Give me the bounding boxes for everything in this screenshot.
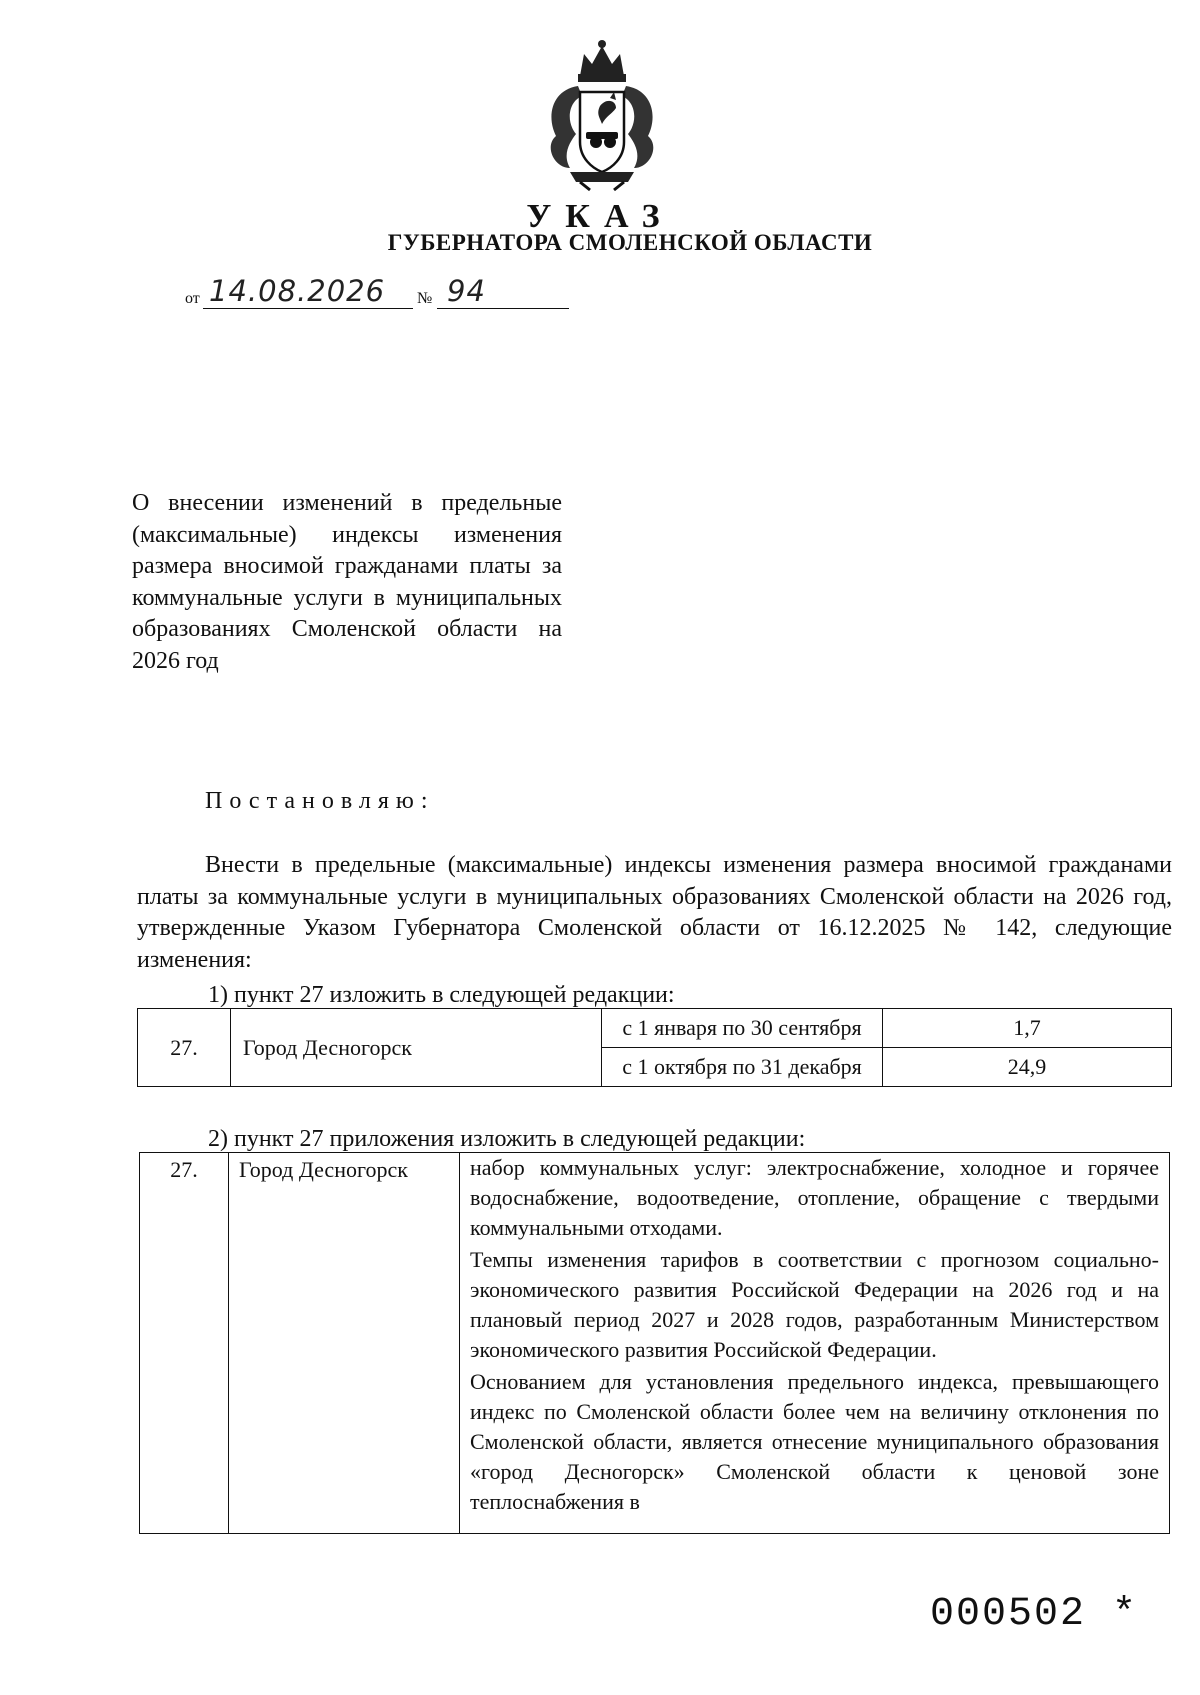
description-paragraph-3: Основанием для установления предельного индекса, превышающего индекс по Смоленской области более чем на величину отклонения по Смоленской области, является отнесение муниципального образования «город Десногорск» Смоленской области к ценовой зоне теплоснабжения в bbox=[470, 1369, 1159, 1514]
date-number-line bbox=[185, 274, 625, 318]
date-underline bbox=[203, 308, 413, 309]
number-prefix: № bbox=[417, 290, 433, 307]
item-number-cell: 27. bbox=[138, 1009, 231, 1087]
intro-paragraph: Внести в предельные (максимальные) индексы изменения размера вносимой гражданами платы за коммунальные услуги в муниципальных образованиях Смоленской области на 2026 год, утвержденные Указом Губернатора Смоленской области от 16.12.2025 № 142, следующие изменения: bbox=[137, 852, 1172, 973]
description-paragraph-2: Темпы изменения тарифов в соответствии с прогнозом социально-экономического развития Российской Федерации на 2026 год и на плановый период 2027 и 2028 годов, разработанным Министерством экономического развития Российской Федерации. bbox=[470, 1247, 1159, 1362]
item-1-heading: 1) пункт 27 изложить в следующей редакции: bbox=[208, 982, 675, 1008]
value-cell: 24,9 bbox=[883, 1048, 1172, 1087]
decree-subject: О внесении изменений в предельные (максимальные) индексы изменения размера вносимой гражданами платы за коммунальные услуги в муниципальных образованиях Смоленской области на 2026 год bbox=[132, 490, 562, 674]
table-row bbox=[138, 1009, 1172, 1048]
description-paragraph-1: набор коммунальных услуг: электроснабжение, холодное и горячее водоснабжение, водоотведение, отопление, обращение с твердыми коммунальными отходами. bbox=[470, 1155, 1159, 1240]
period-cell: с 1 октября по 31 декабря bbox=[602, 1048, 883, 1087]
table-row bbox=[140, 1153, 1170, 1534]
number-value: 94 bbox=[447, 274, 486, 308]
date-value: 14.08.2026 bbox=[209, 274, 386, 308]
period-cell: с 1 января по 30 сентября bbox=[602, 1009, 883, 1048]
date-prefix: от bbox=[185, 290, 200, 307]
document-title: УКАЗ bbox=[526, 198, 674, 235]
table-1 bbox=[137, 1008, 1172, 1087]
item-number-cell: 27. bbox=[140, 1153, 229, 1534]
document-subtitle: ГУБЕРНАТОРА СМОЛЕНСКОЙ ОБЛАСТИ bbox=[387, 230, 873, 255]
serial-number: 000502 * bbox=[930, 1592, 1139, 1637]
description-cell bbox=[460, 1153, 1170, 1534]
item-2-heading: 2) пункт 27 приложения изложить в следующей редакции: bbox=[208, 1126, 806, 1152]
city-cell: Город Десногорск bbox=[231, 1009, 602, 1087]
city-cell: Город Десногорск bbox=[229, 1153, 460, 1534]
value-cell: 1,7 bbox=[883, 1009, 1172, 1048]
table-2 bbox=[139, 1152, 1170, 1534]
coat-of-arms-icon bbox=[540, 36, 664, 192]
number-underline bbox=[437, 308, 569, 309]
decree-word: Постановляю: bbox=[205, 788, 435, 814]
